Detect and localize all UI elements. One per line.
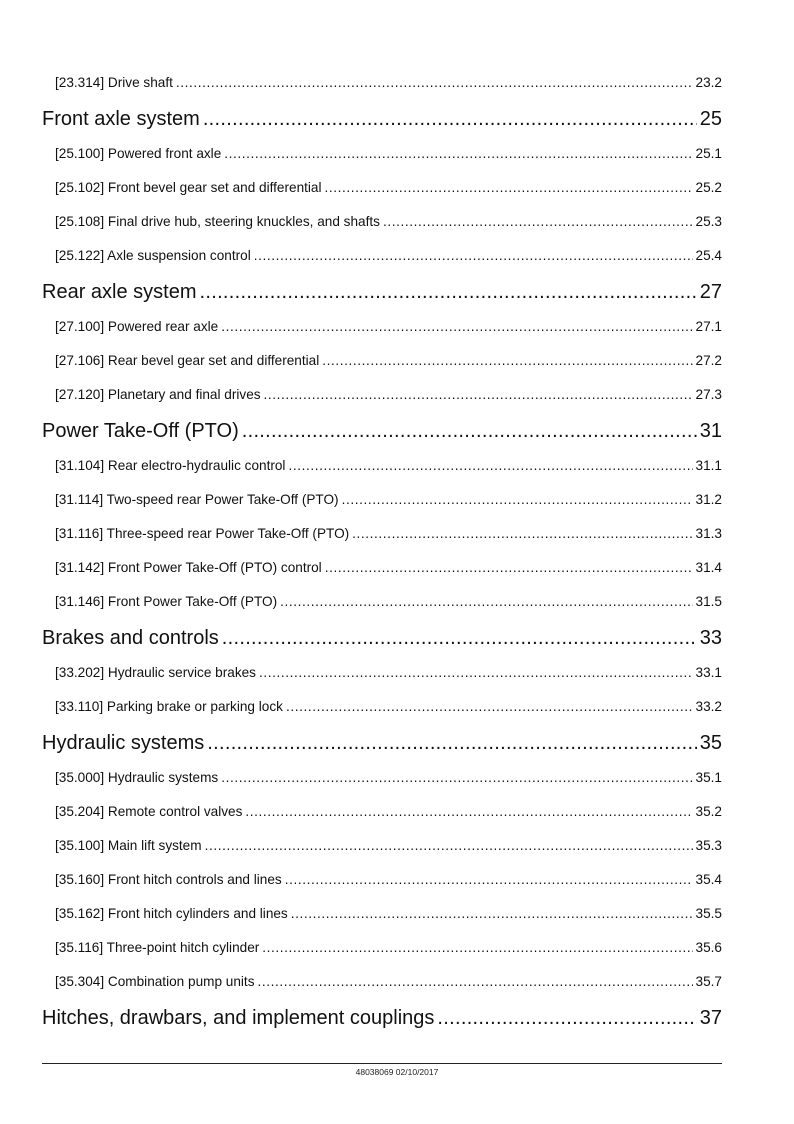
- toc-leader-dots: [286, 690, 693, 724]
- toc-page-number: 27: [699, 281, 722, 303]
- toc-entry-label: [31.104] Rear electro-hydraulic control: [55, 458, 286, 473]
- toc-entry-row[interactable]: [42, 863, 722, 897]
- toc-entry-row[interactable]: [42, 517, 722, 551]
- toc-entry-label: [35.304] Combination pump units: [55, 974, 255, 989]
- toc-entry-row[interactable]: [42, 585, 722, 619]
- toc-entry-label: [23.314] Drive shaft: [55, 75, 173, 90]
- toc-leader-dots: [437, 1000, 696, 1036]
- toc-entry-row[interactable]: [42, 378, 722, 412]
- toc-entry-row[interactable]: [42, 66, 722, 100]
- toc-entry-label: [35.116] Three-point hitch cylinder: [55, 940, 260, 955]
- toc-entry-row[interactable]: [42, 897, 722, 931]
- toc-page-number: 27.1: [695, 319, 722, 334]
- toc-section-title: Hydraulic systems: [42, 732, 205, 754]
- toc-page-number: 33: [699, 627, 722, 649]
- toc-entry-row[interactable]: [42, 205, 722, 239]
- toc-leader-dots: [342, 483, 693, 517]
- toc-section-row[interactable]: [42, 413, 722, 449]
- toc-leader-dots: [288, 449, 692, 483]
- toc-entry-row[interactable]: [42, 690, 722, 724]
- toc-entry-label: [27.120] Planetary and final drives: [55, 387, 261, 402]
- toc-page-number: 23.2: [695, 75, 722, 90]
- toc-entry-label: [25.122] Axle suspension control: [55, 248, 251, 263]
- toc-leader-dots: [258, 965, 693, 999]
- toc-leader-dots: [291, 897, 693, 931]
- toc-leader-dots: [285, 863, 693, 897]
- toc-entry-label: [31.116] Three-speed rear Power Take-Off (PTO): [55, 526, 350, 541]
- toc-leader-dots: [325, 551, 693, 585]
- toc-section-title: Brakes and controls: [42, 627, 219, 649]
- toc-section-title: Hitches, drawbars, and implement couplings: [42, 1007, 435, 1029]
- toc-entry-label: [33.110] Parking brake or parking lock: [55, 699, 283, 714]
- toc-entry-label: [25.108] Final drive hub, steering knuckles, and shafts: [55, 214, 380, 229]
- toc-entry-label: [35.100] Main lift system: [55, 838, 202, 853]
- toc-leader-dots: [322, 344, 692, 378]
- toc-leader-dots: [203, 101, 697, 137]
- toc-leader-dots: [383, 205, 693, 239]
- toc-entry-row[interactable]: [42, 965, 722, 999]
- toc-page-number: 35.1: [695, 770, 722, 785]
- toc-section-row[interactable]: [42, 620, 722, 656]
- toc-entry-label: [35.162] Front hitch cylinders and lines: [55, 906, 288, 921]
- footer-rule: [42, 1063, 722, 1064]
- toc-entry-label: [31.146] Front Power Take-Off (PTO): [55, 594, 278, 609]
- toc-leader-dots: [245, 795, 692, 829]
- toc-leader-dots: [221, 761, 692, 795]
- toc-leader-dots: [262, 931, 692, 965]
- toc-entry-row[interactable]: [42, 656, 722, 690]
- toc-entry-label: [25.100] Powered front axle: [55, 146, 222, 161]
- toc-section-row[interactable]: [42, 725, 722, 761]
- toc-leader-dots: [352, 517, 692, 551]
- toc-leader-dots: [200, 274, 697, 310]
- toc-page-number: 31.5: [695, 594, 722, 609]
- toc-page-number: 25.1: [695, 146, 722, 161]
- toc-leader-dots: [280, 585, 692, 619]
- toc-entry-label: [31.114] Two-speed rear Power Take-Off (PTO): [55, 492, 339, 507]
- toc-entry-row[interactable]: [42, 344, 722, 378]
- toc-page-number: 31.2: [695, 492, 722, 507]
- toc-section-title: Rear axle system: [42, 281, 197, 303]
- toc-entry-row[interactable]: [42, 310, 722, 344]
- toc-section-row[interactable]: [42, 1000, 722, 1036]
- toc-entry-label: [35.204] Remote control valves: [55, 804, 243, 819]
- toc-page-number: 27.3: [695, 387, 722, 402]
- toc-section-title: Front axle system: [42, 108, 200, 130]
- table-of-contents: [42, 66, 722, 1036]
- toc-leader-dots: [222, 620, 697, 656]
- toc-page-number: 25.4: [695, 248, 722, 263]
- toc-leader-dots: [224, 137, 692, 171]
- toc-page-number: 35.3: [695, 838, 722, 853]
- toc-section-title: Power Take-Off (PTO): [42, 420, 239, 442]
- toc-leader-dots: [221, 310, 692, 344]
- toc-page-number: 37: [699, 1007, 722, 1029]
- toc-entry-label: [31.142] Front Power Take-Off (PTO) control: [55, 560, 322, 575]
- toc-leader-dots: [205, 829, 693, 863]
- toc-leader-dots: [325, 171, 693, 205]
- toc-entry-row[interactable]: [42, 483, 722, 517]
- toc-page-number: 31.1: [695, 458, 722, 473]
- toc-leader-dots: [242, 413, 697, 449]
- toc-leader-dots: [264, 378, 693, 412]
- toc-entry-row[interactable]: [42, 931, 722, 965]
- toc-page-number: 31.4: [695, 560, 722, 575]
- toc-leader-dots: [254, 239, 693, 273]
- toc-page-number: 31: [699, 420, 722, 442]
- footer-doc-code: 48038069 02/10/2017: [355, 1067, 439, 1077]
- toc-page-number: 25.2: [695, 180, 722, 195]
- toc-entry-row[interactable]: [42, 761, 722, 795]
- toc-entry-label: [33.202] Hydraulic service brakes: [55, 665, 256, 680]
- toc-entry-row[interactable]: [42, 551, 722, 585]
- toc-leader-dots: [207, 725, 696, 761]
- toc-page-number: 35: [699, 732, 722, 754]
- toc-entry-label: [27.106] Rear bevel gear set and differential: [55, 353, 320, 368]
- toc-section-row[interactable]: [42, 101, 722, 137]
- toc-page-number: 25.3: [695, 214, 722, 229]
- toc-page-number: 25: [699, 108, 722, 130]
- toc-section-row[interactable]: [42, 274, 722, 310]
- toc-page-number: 35.5: [695, 906, 722, 921]
- toc-page-number: 33.1: [695, 665, 722, 680]
- toc-entry-row[interactable]: [42, 137, 722, 171]
- toc-entry-row[interactable]: [42, 795, 722, 829]
- toc-page-number: 35.4: [695, 872, 722, 887]
- toc-page-number: 35.7: [695, 974, 722, 989]
- toc-leader-dots: [176, 66, 693, 100]
- toc-entry-row[interactable]: [42, 829, 722, 863]
- toc-entry-label: [27.100] Powered rear axle: [55, 319, 219, 334]
- toc-entry-label: [35.160] Front hitch controls and lines: [55, 872, 282, 887]
- toc-page-number: 33.2: [695, 699, 722, 714]
- toc-page-number: 27.2: [695, 353, 722, 368]
- toc-page-number: 31.3: [695, 526, 722, 541]
- toc-entry-label: [35.000] Hydraulic systems: [55, 770, 219, 785]
- toc-entry-label: [25.102] Front bevel gear set and differential: [55, 180, 322, 195]
- toc-entry-row[interactable]: [42, 449, 722, 483]
- toc-leader-dots: [259, 656, 693, 690]
- toc-page-number: 35.2: [695, 804, 722, 819]
- toc-entry-row[interactable]: [42, 239, 722, 273]
- toc-page-number: 35.6: [695, 940, 722, 955]
- toc-entry-row[interactable]: [42, 171, 722, 205]
